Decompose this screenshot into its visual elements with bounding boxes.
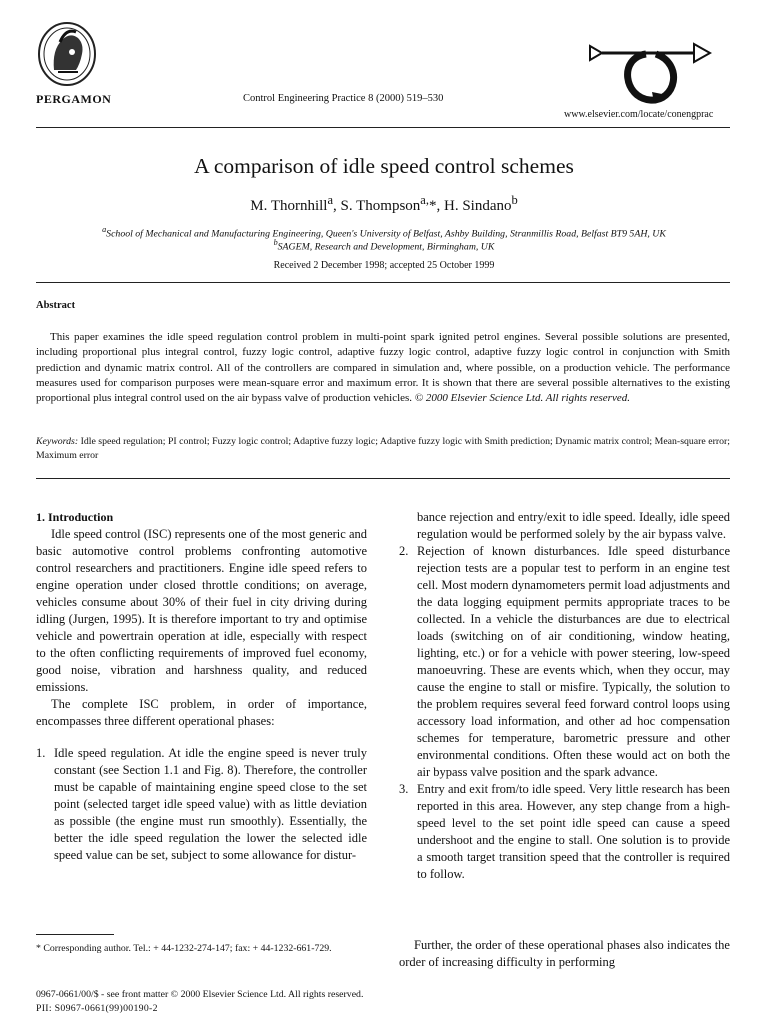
article-title: A comparison of idle speed control schemes — [194, 154, 574, 178]
corresponding-author-footnote: * Corresponding author. Tel.: + 44-1232-274-147; fax: + 44-1232-661-729. — [36, 943, 332, 954]
abstract-divider — [36, 478, 730, 479]
affiliation-b: $^b$SAGEM, Research and Development, Birmingham, UK — [273, 238, 495, 253]
right-column — [399, 509, 730, 883]
publisher-name: PERGAMON — [36, 92, 112, 106]
intro-paragraph-2: The complete ISC problem, in order of importance, encompasses three different operational phases: — [36, 697, 367, 728]
journal-url[interactable]: www.elsevier.com/locate/conengprac — [564, 109, 714, 120]
footnote-divider — [36, 934, 114, 935]
list-item: 3. Entry and exit from/to idle speed. Very little research has been reported in this area. However, any step change from a high-speed level to the set point idle speed can cause a speed undershoot and the engine to stall. One solution is to provide a smooth target transition speed that the controller is required to follow. — [399, 782, 730, 881]
abstract-heading: Abstract — [36, 300, 76, 311]
left-column — [36, 509, 367, 864]
pii-line: PII: S0967-0661(99)00190-2 — [36, 1003, 158, 1014]
abstract-text: This paper examines the idle speed regulation control problem in multi-point spark ignited petrol engines. Several possible solutions are presented, including proportional plus integral control, fuzzy logic control, adaptive fuzzy logic control, adaptive fuzzy logic control in conjunction with Smith prediction and dynamic matrix control. All of the controllers are compared in simulation and, where possible, on a production vehicle. The performance measures used for comparison purposes were mean-square error and maximum error. It is shown that there are several possible alternatives to the existing proportional plus integral control used on the air bypass valve of production vehicles. © 2000 Elsevier Science Ltd. All rights reserved. — [36, 331, 730, 405]
phase-list-continued — [399, 509, 730, 883]
keywords-label: Keywords: — [36, 436, 79, 447]
list-item: 2. Rejection of known disturbances. Idle speed disturbance rejection tests are a popular test to perform in an engine test cell. Most modern dynamometers permit load adjustments and the data logging equipment permits appropriate traces to be collected. In a vehicle the disturbances are due to electrical loads (switching on of air conditioning, window heating, lighting, etc.) or for a vehicle with power steering, low-speed manoeuvring. These are events which, when they occur, may cause the engine to stall or misfire. Typically, the solution to the problem requires several feed forward control loops using accessory load information, and other ad hoc compensation schemes for temperature, barometric pressure and other environmental conditions. Often these would act on both the air bypass valve position and the spark advance. — [399, 544, 730, 779]
list-item: bance rejection and entry/exit to idle speed. Ideally, idle speed regulation would be performed solely by the air bypass valve. — [417, 510, 730, 541]
issn-line: 0967-0661/00/$ - see front matter © 2000 Elsevier Science Ltd. All rights reserved. — [36, 989, 364, 1000]
abstract-copyright: © 2000 Elsevier Science Ltd. All rights reserved. — [414, 392, 630, 405]
received-dates: Received 2 December 1998; accepted 25 October 1999 — [273, 260, 495, 271]
list-item: 1. Idle speed regulation. At idle the engine speed is never truly constant (see Section 1.1 and Fig. 8). Therefore, the controller must be capable of maintaining engine speed close to the set point (selected target idle speed value) with as little deviation as possible (the engine must run smoothly). Essentially, the better the idle speed regulation the lower the selected idle speed value can be set, subject to some allowance for distur- — [36, 746, 367, 862]
author-list: M. Thornhill$^a$, S. Thompson$^{a,}$*, H. Sindano$^b$ — [250, 193, 518, 214]
keywords: Keywords: Idle speed regulation; PI control; Fuzzy logic control; Adaptive fuzzy logic; Adaptive fuzzy logic with Smith prediction; Dynamic matrix control; Mean-square error; Maximum error — [36, 436, 730, 461]
affiliation-a: $^a$School of Mechanical and Manufacturing Engineering, Queen's University of Belfast, Ashby Building, Stranmillis Road, Belfast BT9 5AH, UK — [102, 225, 666, 240]
phase-list — [36, 745, 367, 864]
journal-arrow-loop-logo — [588, 30, 712, 106]
header-divider — [36, 127, 730, 128]
section-heading: 1. Introduction — [36, 510, 114, 524]
pergamon-helmet-logo — [36, 20, 98, 88]
intro-paragraph-1: Idle speed control (ISC) represents one of the most generic and basic automotive control problems confronting automotive control researchers and practitioners. Engine idle speed refers to engine operation under closed throttle conditions; on average, vehicles consume about 30% of their fuel in city driving during idling (Jurgen, 1995). It is therefore important to try and optimise vehicle and powertrain operation at idle, especially with respect to the often conflicting requirements of improved fuel economy, good noise, vibration and harshness quality, and reduced emissions. — [36, 527, 367, 694]
intro-paragraph-3: Further, the order of these operational phases also indicates the order of increasing difficulty in performing — [399, 938, 730, 969]
title-divider — [36, 282, 730, 283]
journal-citation: Control Engineering Practice 8 (2000) 519–530 — [243, 93, 444, 104]
